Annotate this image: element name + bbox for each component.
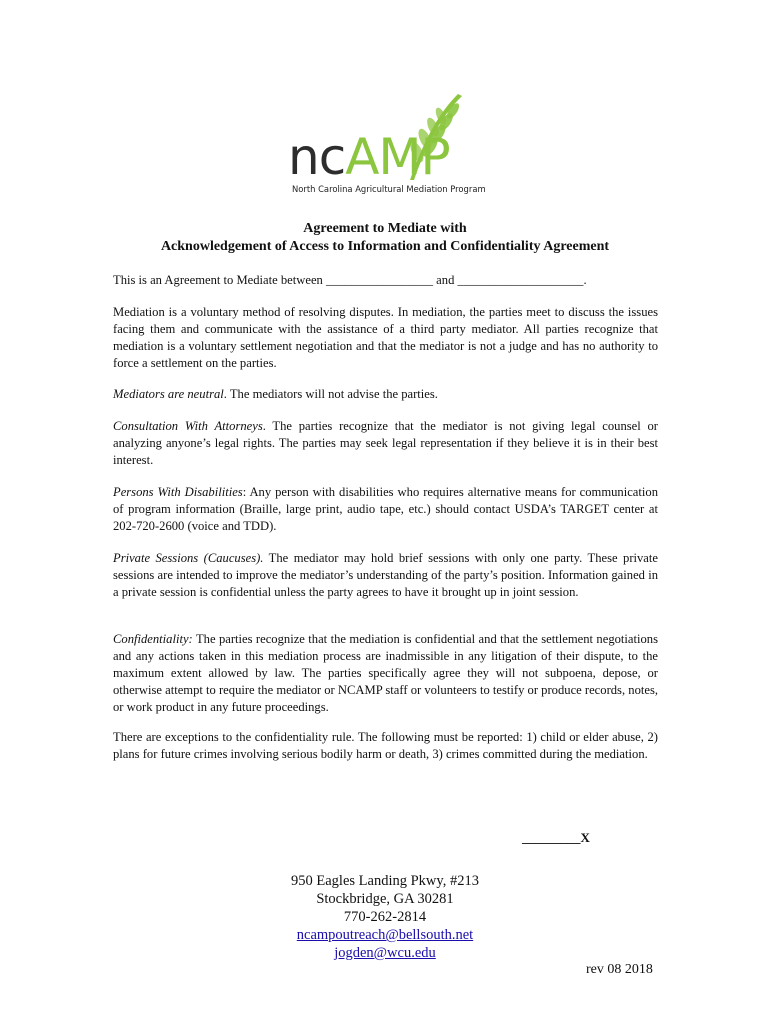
email-link-jogden[interactable]: jogden@wcu.edu	[334, 945, 436, 961]
logo-amp: AMP	[345, 128, 450, 186]
party-two-blank: ____________________	[457, 273, 584, 287]
document-title-line1: Agreement to Mediate with	[303, 221, 467, 236]
logo-subtitle: North Carolina Agricultural Mediation Program	[292, 184, 486, 194]
logo-nc: nc	[288, 128, 346, 186]
neutral-body: . The mediators will not advise the parties.	[223, 387, 438, 401]
email-link-outreach[interactable]: ncampoutreach@bellsouth.net	[296, 927, 474, 943]
attorneys-heading: Consultation With Attorneys	[113, 419, 263, 433]
intro-prefix: This is an Agreement to Mediate between	[113, 273, 326, 287]
ncamp-logo	[280, 92, 500, 202]
address-phone: 770-262-2814	[343, 909, 427, 925]
disabilities-body: : Any person with disabilities who requires alternative means for communication of program information (Braille, large print, audio tape, etc.) should contact USDA’s TARGET center at 202-720-2600 (voice and TDD).	[113, 485, 658, 533]
document-title-line2: Acknowledgement of Access to Information and Confidentiality Agreement	[160, 239, 610, 254]
attorneys-paragraph	[113, 418, 658, 469]
logo-wordmark	[288, 128, 450, 186]
disabilities-heading: Persons With Disabilities	[113, 485, 243, 499]
private-sessions-heading: Private Sessions (Caucuses).	[113, 551, 264, 565]
disabilities-paragraph	[113, 484, 658, 535]
intro-suffix: .	[583, 273, 587, 287]
neutral-heading: Mediators are neutral	[113, 387, 224, 401]
neutral-paragraph	[113, 386, 658, 403]
intro-paragraph	[113, 272, 658, 289]
confidentiality-paragraph	[113, 631, 658, 716]
attorneys-body: . The parties recognize that the mediator is not giving legal counsel or analyzing anyone’s legal rights. The parties may seek legal representation if they believe it is in their best interest.	[113, 419, 658, 467]
private-sessions-paragraph	[113, 550, 658, 601]
revision-label: rev 08 2018	[586, 962, 653, 977]
mediation-paragraph: Mediation is a voluntary method of resolving disputes. In mediation, the parties meet to discuss the issues facing them and communicate with the assistance of a third party mediator. All parties recognize that mediation is a voluntary settlement negotiation and that the mediator is not a judge and has no authority to force a settlement on the parties.	[113, 305, 658, 370]
confidentiality-heading: Confidentiality:	[113, 632, 193, 646]
intro-middle: and	[433, 273, 458, 287]
address-street: 950 Eagles Landing Pkwy, #213	[291, 873, 479, 889]
signature-line[interactable]: _________X	[522, 830, 590, 845]
address-city: Stockbridge, GA 30281	[316, 891, 454, 907]
contact-address	[0, 872, 770, 962]
exceptions-paragraph: There are exceptions to the confidentiality rule. The following must be reported: 1) child or elder abuse, 2) plans for future crimes involving serious bodily harm or death, 3) crimes committed during the mediation.	[113, 730, 658, 761]
party-one-blank: _________________	[325, 273, 434, 287]
private-sessions-body: The mediator may hold brief sessions with only one party. These private sessions are intended to improve the mediator’s understanding of the party’s position. Information gained in a private session is confidential unless the party agrees to have it brought up in joint session.	[113, 551, 658, 599]
confidentiality-body: The parties recognize that the mediation is confidential and that the settlement negotiations and any actions taken in this mediation process are inadmissible in any litigation of their dispute, to the maximum extent allowed by law. The parties specifically agree they will not subpoena, depose, or otherwise attempt to require the mediator or NCAMP staff or volunteers to testify or produce records, notes, or work product in any future proceedings.	[113, 632, 658, 714]
